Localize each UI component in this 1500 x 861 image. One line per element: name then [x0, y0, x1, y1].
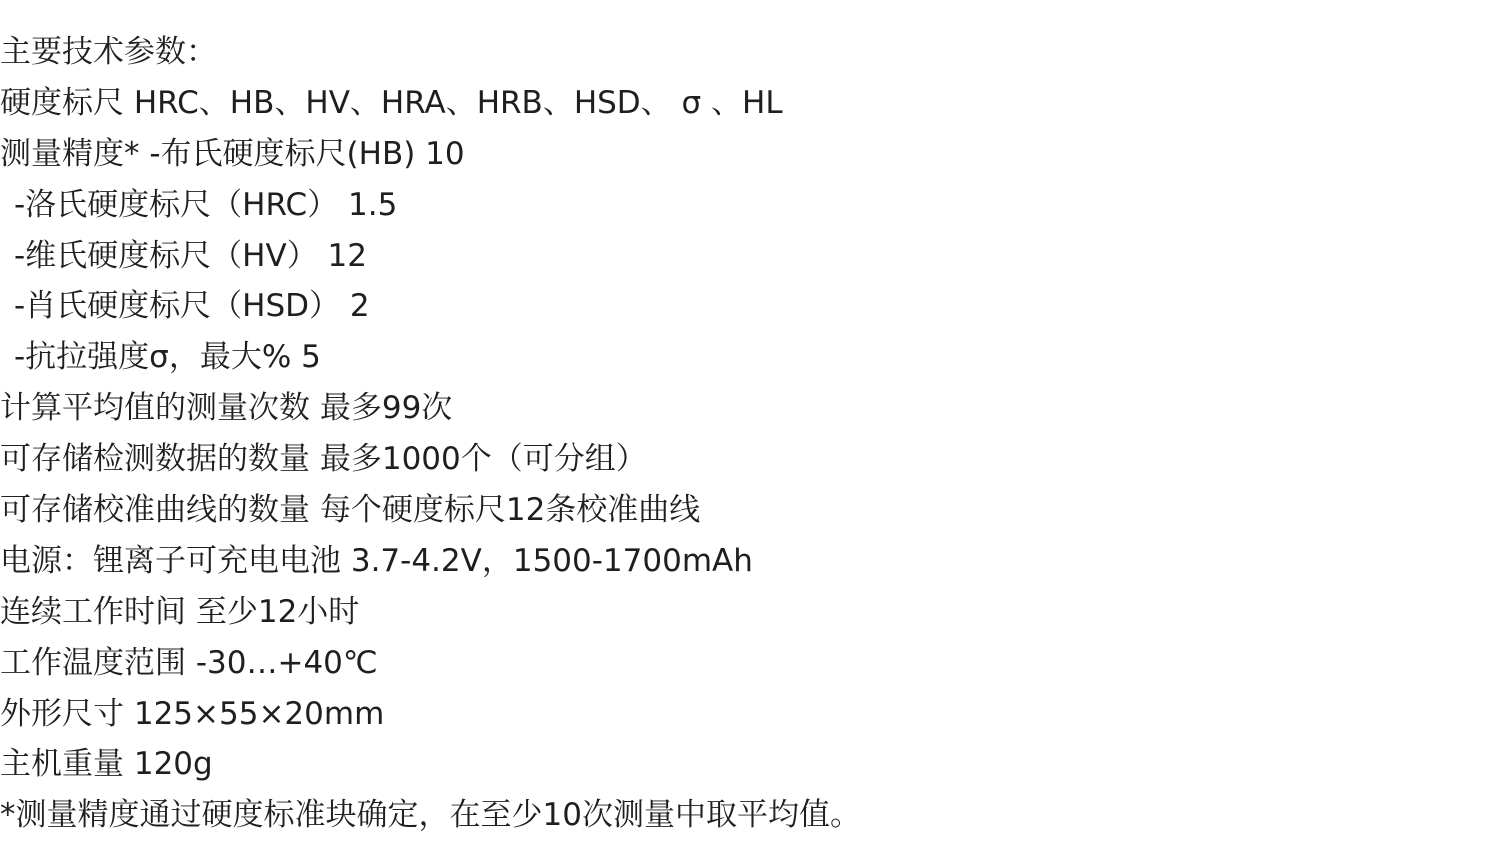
spec-line-average-count: 计算平均值的测量次数 最多99次 — [0, 390, 453, 427]
spec-line-temperature: 工作温度范围 -30…+40℃ — [0, 644, 378, 681]
spec-line-accuracy-hrc: -洛氏硬度标尺（HRC） 1.5 — [14, 186, 398, 223]
spec-line-accuracy-hv: -维氏硬度标尺（HV） 12 — [14, 237, 368, 274]
spec-line-accuracy-hb: 测量精度* -布氏硬度标尺(HB) 10 — [0, 135, 465, 172]
spec-document — [0, 27, 1500, 841]
spec-line-accuracy-hsd: -肖氏硬度标尺（HSD） 2 — [14, 288, 370, 325]
spec-footnote: *测量精度通过硬度标准块确定，在至少10次测量中取平均值。 — [0, 797, 861, 834]
spec-line-data-storage: 可存储检测数据的数量 最多1000个（可分组） — [0, 441, 647, 478]
spec-line-dimensions: 外形尺寸 125×55×20mm — [0, 695, 385, 732]
spec-line-working-time: 连续工作时间 至少12小时 — [0, 593, 360, 630]
spec-line-hardness-scales: 硬度标尺 HRC、HB、HV、HRA、HRB、HSD、 σ 、HL — [0, 84, 783, 121]
spec-line-calibration-curves: 可存储校准曲线的数量 每个硬度标尺12条校准曲线 — [0, 492, 701, 529]
spec-heading: 主要技术参数： — [0, 34, 217, 70]
spec-line-weight: 主机重量 120g — [0, 746, 213, 783]
spec-line-power: 电源：锂离子可充电电池 3.7-4.2V，1500-1700mAh — [0, 542, 753, 579]
spec-line-accuracy-tensile: -抗拉强度σ，最大% 5 — [14, 339, 321, 376]
